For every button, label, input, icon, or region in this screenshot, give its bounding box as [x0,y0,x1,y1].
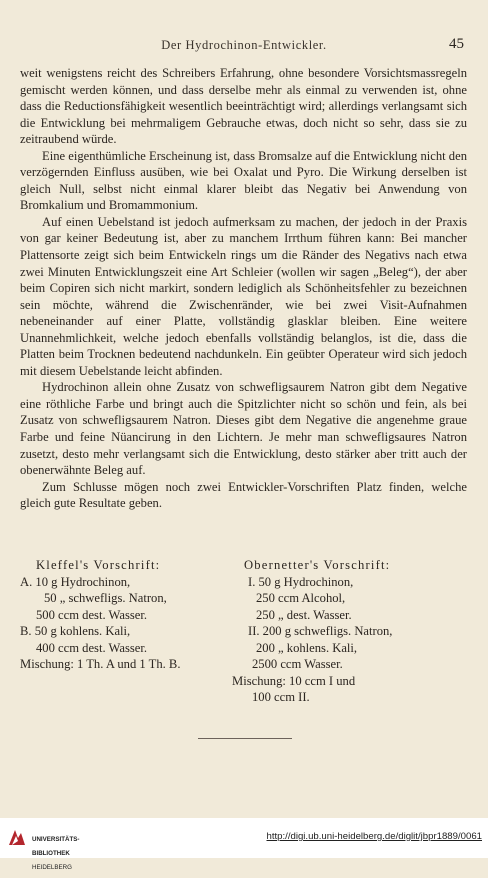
recipe-line: 200 „ kohlens. Kali, [256,640,358,655]
source-url-link[interactable]: http://digi.ub.uni-heidelberg.de/diglit/jbpr1889/0061 [266,831,482,842]
digitization-footer [0,818,488,871]
recipe-kleffel [20,557,230,673]
recipe-line: II. 200 g schwefligs. Natron, [248,624,393,639]
library-name-line: HEIDELBERG [32,864,72,871]
library-logo-icon [6,827,28,849]
body-paragraph: Auf einen Uebelstand ist jedoch aufmerksam zu machen, der jedoch in der Praxis von gar keiner Bedeutung ist, aber zu manchem Irrthum führen kann: Bei mancher Plattensorte zeigt sich beim Entwickeln rings um die Ränder des Negativs nach etwa zwei Minuten Entwicklungszeit eine Art Schleier (wollen wir sagen „Beleg“), der aber beim Copiren sich nicht markirt, sondern lediglich als Schönheitsfehler zu bezeichnen sein möchte, während die Zwischenränder, wie bei zwei Visit-Aufnahmen nebeneinander auf einer Platte, vollständig glasklar bleiben. Eine weitere Unannehmlichkeit, welche jedoch ebenfalls vollständig belanglos, ist die, dass die Platten beim Trocknen bedeutend nachdunkeln. Ein geübter Operateur wird sich jedoch mit diesem Uebelstande leicht abfinden. [20,214,467,378]
body-paragraph: Eine eigenthümliche Erscheinung ist, dass Bromsalze auf die Entwicklung nicht den verzögernden Einfluss ausüben, wie bei Oxalat und Pyro. Die Wirkung derselben ist gleich Null, selbst nicht einmal klarer bleibt das Negativ bei Anwendung von Bromkalium und Bromammonium. [20,148,467,213]
recipe-line: Mischung: 1 Th. A und 1 Th. B. [20,657,181,672]
recipe-line: B. 50 g kohlens. Kali, [20,624,131,639]
body-paragraph: weit wenigstens reicht des Schreibers Erfahrung, ohne besondere Vorsichtsmassregeln gemischt werden können, und dass derselbe mehr als einmal zu verwenden ist, ohne dass die Reductionsfähigkeit wesentlich beeinträchtigt wird; allerdings verlangsamt sich die Entwicklung bei mehrmaligem Gebrauche etwas, doch nicht so sehr, dass sie zu zeitraubend würde. [20,66,467,147]
recipe-line: 400 ccm dest. Wasser. [36,640,148,655]
running-title: Der Hydrochinon-Entwickler. [161,38,327,52]
library-name-line: BIBLIOTHEK [32,850,70,857]
recipe-line: Mischung: 10 ccm I und [232,673,356,688]
recipe-line: 50 „ schwefligs. Natron, [44,591,167,606]
body-paragraph: Hydrochinon allein ohne Zusatz von schwefligsaurem Natron gibt dem Negative eine röthliche Farbe und bringt auch die Spitzlichter nicht so schön und fein, als bei Zusatz von schwefligsaurem Natron. Dieses gibt dem Negative die angenehme graue Farbe und feine Nüancirung in den Lichtern. Je mehr man schwefligsaures Natron zusetzt, desto mehr verlangsamt sich die Entwicklung, desto stärker aber tritt auch der obenerwähnte Beleg auf. [20,380,467,478]
recipe-line: 100 ccm II. [252,690,310,705]
recipe-line: 250 „ dest. Wasser. [256,607,352,622]
recipe-heading: Kleffel's Vorschrift: [36,558,161,572]
body-paragraph: Zum Schlusse mögen noch zwei Entwickler-Vorschriften Platz finden, welche gleich gute Resultate geben. [20,479,467,511]
page-number: 45 [449,36,464,52]
body-text [20,65,467,512]
recipe-obernetter [232,557,468,706]
library-name [32,829,79,878]
page-header [20,38,468,56]
library-name-line: UNIVERSITÄTS- [32,836,80,843]
recipe-line: 250 ccm Alcohol, [256,591,346,606]
recipe-line: A. 10 g Hydrochinon, [20,574,131,589]
section-divider [198,738,292,739]
recipe-line: 500 ccm dest. Wasser. [36,607,148,622]
recipe-line: 2500 ccm Wasser. [252,657,343,672]
recipe-line: I. 50 g Hydrochinon, [248,574,354,589]
recipe-heading: Obernetter's Vorschrift: [244,558,391,572]
